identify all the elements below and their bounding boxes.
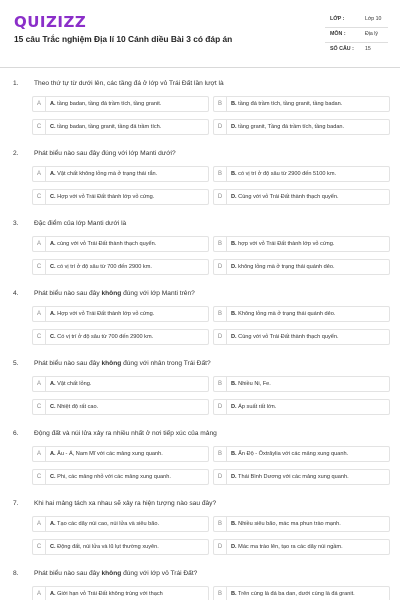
meta-value: Lớp 10	[365, 16, 382, 22]
option-letter: C	[33, 540, 46, 554]
option-b[interactable]	[213, 586, 390, 600]
option-text	[50, 591, 163, 597]
option-text	[50, 451, 163, 457]
option-text	[231, 171, 336, 177]
option-text	[231, 194, 339, 200]
option-key: A.	[50, 100, 56, 107]
option-letter: C	[33, 330, 46, 344]
option-label: Áp suất rất lớn.	[238, 403, 277, 410]
option-label: tầng granit, Tầng đá trầm tích, tầng badan.	[238, 123, 345, 130]
option-key: B.	[231, 520, 237, 527]
option-letter: C	[33, 400, 46, 414]
option-letter: A	[33, 377, 46, 391]
option-label: Vật chất không lỏng mà ở trạng thái rắn.	[57, 170, 158, 177]
option-key: C.	[50, 333, 56, 340]
option-letter: D	[214, 330, 227, 344]
question-text-emphasis: không	[101, 290, 122, 297]
question-number: 4.	[13, 290, 19, 297]
question-text-part: Phát biểu nào sau đây	[34, 360, 102, 367]
option-text	[231, 334, 339, 340]
question-text-part: Phát biểu nào sau đây	[34, 570, 102, 577]
option-letter: D	[214, 260, 227, 274]
option-d[interactable]	[213, 329, 390, 345]
option-letter: D	[214, 400, 227, 414]
option-text	[231, 311, 335, 317]
question-text: Theo thứ tự từ dưới lên, các tầng đá ở lớp vỏ Trái Đất lần lượt là	[34, 80, 224, 87]
question-number: 5.	[13, 360, 19, 367]
option-b[interactable]	[213, 446, 390, 462]
option-label: Nhiều Ni, Fe.	[238, 380, 271, 387]
option-text	[50, 101, 161, 107]
option-key: D.	[231, 123, 237, 130]
option-letter: D	[214, 470, 227, 484]
option-letter: B	[214, 237, 227, 251]
meta-label: SỐ CÂU :	[330, 46, 354, 52]
option-text	[50, 241, 156, 247]
option-label: Nhiều siêu bão, mác ma phun trào mạnh.	[238, 520, 341, 527]
option-text	[231, 404, 276, 410]
option-label: Tạo các dãy núi cao, núi lửa và siêu bão.	[57, 520, 160, 527]
option-text	[50, 124, 161, 130]
option-c[interactable]	[32, 119, 209, 135]
option-key: D.	[231, 403, 237, 410]
option-text	[231, 451, 348, 457]
option-key: B.	[231, 450, 237, 457]
question-number: 6.	[13, 430, 19, 437]
option-letter: B	[214, 307, 227, 321]
meta-value: 15	[365, 46, 371, 52]
option-text	[50, 171, 157, 177]
option-label: Hợp với vỏ Trái Đất thành lớp vỏ cứng.	[57, 193, 155, 200]
option-key: A.	[50, 590, 56, 597]
option-label: Giới hạn vỏ Trái Đất không trùng với thạch	[57, 590, 163, 597]
option-text	[50, 544, 159, 550]
question-number: 1.	[13, 80, 19, 87]
meta-label: LỚP :	[330, 16, 345, 22]
option-text	[231, 544, 343, 550]
option-d[interactable]	[213, 189, 390, 205]
option-key: B.	[231, 310, 237, 317]
question-number: 3.	[13, 220, 19, 227]
option-text	[50, 474, 171, 480]
option-letter: B	[214, 167, 227, 181]
option-letter: A	[33, 97, 46, 111]
question-text	[34, 570, 197, 577]
option-d[interactable]	[213, 469, 390, 485]
meta-row-count	[325, 43, 388, 58]
option-label: Phi, các mảng nhỏ với các mảng xung quanh.	[57, 473, 171, 480]
option-d[interactable]	[213, 259, 390, 275]
option-label: tầng badan, tầng đá trầm tích, tầng granit.	[57, 100, 162, 107]
option-label: Có vị trí ở độ sâu từ 700 đến 2900 km.	[57, 333, 154, 340]
option-letter: D	[214, 540, 227, 554]
option-letter: C	[33, 120, 46, 134]
option-label: Không lỏng mà ở trạng thái quánh dẻo.	[238, 310, 336, 317]
option-key: A.	[50, 520, 56, 527]
option-c[interactable]	[32, 469, 209, 485]
option-c[interactable]	[32, 259, 209, 275]
option-text	[50, 334, 153, 340]
option-key: A.	[50, 450, 56, 457]
option-letter: C	[33, 470, 46, 484]
option-label: không lỏng mà ở trạng thái quánh dẻo.	[238, 263, 335, 270]
option-a[interactable]	[32, 96, 209, 112]
option-label: có vị trí ở độ sâu từ 2900 đến 5100 km.	[238, 170, 337, 177]
option-a[interactable]	[32, 446, 209, 462]
option-label: Động đất, núi lửa và lũ lụt thường xuyên.	[57, 543, 159, 550]
option-a[interactable]	[32, 236, 209, 252]
option-a[interactable]	[32, 516, 209, 532]
question-text: Khi hai mảng tách xa nhau sẽ xảy ra hiện tượng nào sau đây?	[34, 500, 217, 507]
option-b[interactable]	[213, 166, 390, 182]
question-text-part: đúng với lớp Manti trên?	[121, 290, 195, 297]
option-letter: A	[33, 587, 46, 600]
option-key: B.	[231, 590, 237, 597]
option-text	[231, 474, 349, 480]
option-label: Thái Bình Dương với các mảng xung quanh.	[238, 473, 349, 480]
option-label: hợp với vỏ Trái Đất thành lớp vỏ cứng.	[238, 240, 335, 247]
option-label: Âu - Á, Nam Mĩ với các mảng xung quanh.	[57, 450, 163, 457]
option-key: D.	[231, 333, 237, 340]
option-key: D.	[231, 193, 237, 200]
option-b[interactable]	[213, 236, 390, 252]
option-a[interactable]	[32, 306, 209, 322]
option-text	[231, 381, 271, 387]
question-text-emphasis: không	[101, 360, 122, 367]
option-letter: A	[33, 167, 46, 181]
option-key: A.	[50, 310, 56, 317]
option-d[interactable]	[213, 539, 390, 555]
option-a[interactable]	[32, 376, 209, 392]
option-letter: A	[33, 517, 46, 531]
question-text-part: Phát biểu nào sau đây	[34, 290, 102, 297]
option-letter: B	[214, 517, 227, 531]
option-key: D.	[231, 263, 237, 270]
option-c[interactable]	[32, 539, 209, 555]
option-key: C.	[50, 263, 56, 270]
option-d[interactable]	[213, 119, 390, 135]
page-title: 15 câu Trắc nghiệm Địa lí 10 Cánh diều Bài 3 có đáp án	[14, 34, 233, 44]
option-b[interactable]	[213, 96, 390, 112]
document-header	[0, 0, 400, 68]
option-text	[50, 404, 98, 410]
option-letter: C	[33, 190, 46, 204]
option-b[interactable]	[213, 516, 390, 532]
meta-label: MÔN :	[330, 31, 346, 37]
question-text-emphasis: không	[101, 570, 122, 577]
question-number: 2.	[13, 150, 19, 157]
option-key: C.	[50, 193, 56, 200]
option-label: Ấn Độ - Ôxtrâylia với các mảng xung quanh.	[238, 450, 349, 457]
option-text	[231, 264, 335, 270]
option-label: Cùng với vỏ Trái Đất thành thạch quyển.	[238, 193, 339, 200]
option-letter: D	[214, 190, 227, 204]
question-text: Đặc điểm của lớp Manti dưới là	[34, 220, 127, 227]
option-key: A.	[50, 380, 56, 387]
option-letter: B	[214, 587, 227, 600]
option-key: D.	[231, 543, 237, 550]
option-d[interactable]	[213, 399, 390, 415]
option-key: D.	[231, 473, 237, 480]
option-text	[50, 521, 159, 527]
option-key: B.	[231, 380, 237, 387]
option-key: C.	[50, 403, 56, 410]
question-number: 7.	[13, 500, 19, 507]
option-text	[231, 591, 355, 597]
option-letter: D	[214, 120, 227, 134]
option-label: Hợp với vỏ Trái Đất thành lớp vỏ cứng.	[57, 310, 155, 317]
option-c[interactable]	[32, 329, 209, 345]
option-text	[50, 194, 154, 200]
option-label: tầng badan, tầng granit, tầng đá trầm tích.	[57, 123, 162, 130]
quizizz-logo[interactable]: QUIZIZZ	[14, 13, 87, 31]
option-c[interactable]	[32, 189, 209, 205]
option-key: B.	[231, 170, 237, 177]
option-text	[231, 241, 334, 247]
meta-row-subject	[325, 28, 388, 43]
meta-value: Địa lý	[365, 31, 378, 37]
option-letter: A	[33, 447, 46, 461]
question-text: Phát biểu nào sau đây đúng với lớp Manti dưới?	[34, 150, 176, 157]
option-letter: A	[33, 237, 46, 251]
option-text	[231, 124, 344, 130]
option-key: C.	[50, 123, 56, 130]
option-key: C.	[50, 543, 56, 550]
option-letter: B	[214, 447, 227, 461]
question-text-part: đúng với nhân trong Trái Đất?	[121, 360, 211, 367]
option-key: C.	[50, 473, 56, 480]
option-text	[50, 381, 91, 387]
question-number: 8.	[13, 570, 19, 577]
option-key: B.	[231, 100, 237, 107]
option-text	[231, 521, 341, 527]
question-text	[34, 290, 195, 297]
option-letter: B	[214, 377, 227, 391]
option-label: Cùng với vỏ Trái Đất thành thạch quyển.	[238, 333, 339, 340]
question-text	[34, 360, 211, 367]
option-key: A.	[50, 240, 56, 247]
option-label: tầng đá trầm tích, tầng granit, tầng badan.	[238, 100, 343, 107]
option-key: B.	[231, 240, 237, 247]
option-label: cùng với vỏ Trái Đất thành thạch quyển.	[57, 240, 157, 247]
question-text-part: đúng với lớp vỏ Trái Đất?	[121, 570, 198, 577]
option-label: Nhiệt độ rất cao.	[57, 403, 99, 410]
option-a[interactable]	[32, 586, 209, 600]
option-c[interactable]	[32, 399, 209, 415]
option-b[interactable]	[213, 306, 390, 322]
meta-row-grade	[325, 13, 388, 28]
option-label: Vật chất lỏng.	[57, 380, 92, 387]
option-b[interactable]	[213, 376, 390, 392]
option-text	[50, 311, 154, 317]
option-label: có vị trí ở độ sâu từ 700 đến 2900 km.	[57, 263, 152, 270]
option-text	[231, 101, 342, 107]
option-letter: C	[33, 260, 46, 274]
option-label: Trên cùng là đá ba dan, dưới cùng là đá granit.	[238, 590, 355, 597]
option-label: Mác ma trào lên, tạo ra các dãy núi ngầm.	[238, 543, 343, 550]
option-letter: A	[33, 307, 46, 321]
option-letter: B	[214, 97, 227, 111]
option-key: A.	[50, 170, 56, 177]
meta-box	[325, 13, 388, 58]
question-text: Động đất và núi lửa xảy ra nhiều nhất ở nơi tiếp xúc của mảng	[34, 430, 217, 437]
option-text	[50, 264, 152, 270]
option-a[interactable]	[32, 166, 209, 182]
